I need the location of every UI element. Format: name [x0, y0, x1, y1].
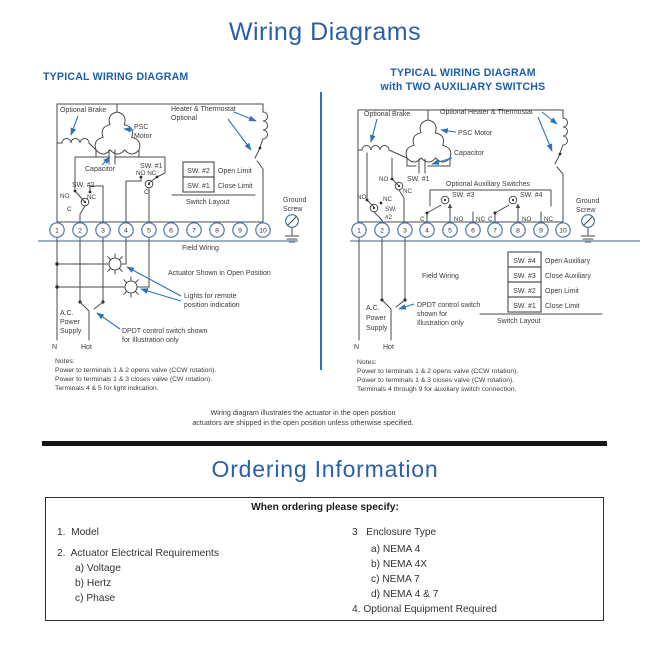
svg-text:Optional Brake: Optional Brake	[364, 111, 411, 118]
svg-text:NC: NC	[476, 216, 486, 223]
terminal	[398, 223, 412, 237]
terminal-strip	[352, 223, 570, 237]
terminal	[466, 223, 480, 237]
left-diagram-heading: TYPICAL WIRING DIAGRAM	[43, 71, 189, 83]
svg-text:9: 9	[539, 227, 543, 235]
svg-text:Notes:: Notes:	[357, 359, 377, 366]
terminal	[534, 223, 548, 237]
svg-text:DPDT control switch shown: DPDT control switch shown	[122, 328, 208, 335]
svg-text:6: 6	[471, 227, 475, 235]
svg-text:Open Auxiliary: Open Auxiliary	[545, 257, 591, 265]
svg-text:Switch Layout: Switch Layout	[497, 318, 541, 325]
svg-text:Hot: Hot	[383, 344, 394, 351]
svg-text:SW. #3: SW. #3	[452, 192, 475, 199]
ordering-subitem-phase: c) Phase	[75, 593, 116, 604]
indicator-lamp	[108, 254, 123, 274]
svg-text:NC: NC	[544, 216, 554, 223]
svg-text:2: 2	[380, 227, 384, 235]
notes-block	[357, 359, 518, 393]
svg-text:5: 5	[448, 227, 452, 235]
dpdt-switch-symbol	[78, 300, 104, 340]
svg-text:8: 8	[215, 227, 219, 235]
svg-text:Power to terminals 1 & 2 opens: Power to terminals 1 & 2 opens valve (CCW rotation).	[357, 368, 519, 375]
svg-text:Hot: Hot	[81, 344, 92, 351]
psc-motor-symbol	[406, 110, 451, 162]
svg-text:NO NC: NO NC	[136, 170, 157, 177]
svg-text:Optional Brake: Optional Brake	[60, 107, 107, 114]
svg-text:10: 10	[559, 227, 567, 235]
capacitor-symbol	[75, 150, 165, 164]
svg-text:Power: Power	[366, 315, 386, 322]
ordering-subitem-nema7: c) NEMA 7	[371, 574, 420, 585]
terminal	[443, 223, 457, 237]
svg-text:Lights for remote: Lights for remote	[184, 293, 237, 300]
svg-text:SW. #2: SW. #2	[513, 287, 536, 295]
svg-text:Ground: Ground	[576, 198, 600, 205]
terminal-strip	[50, 223, 270, 237]
terminal	[142, 223, 156, 237]
svg-text:Ground: Ground	[283, 197, 307, 204]
ordering-section-title: Ordering Information	[211, 456, 439, 482]
svg-text:SW. #2: SW. #2	[187, 167, 210, 175]
svg-text:SW. #1: SW. #1	[140, 163, 163, 170]
ordering-item-enclosure: 3 Enclosure Type	[352, 527, 437, 538]
ordering-subitem-voltage: a) Voltage	[75, 563, 121, 574]
svg-text:SW.: SW.	[385, 206, 397, 213]
svg-text:Terminals 4 through 9 for auxi: Terminals 4 through 9 for auxiliary switch connection.	[357, 386, 517, 393]
svg-text:Power to terminals 1 & 2 opens: Power to terminals 1 & 2 opens valve (CCW rotation).	[55, 367, 217, 374]
column-divider	[320, 92, 322, 370]
right-wiring-diagram	[340, 55, 650, 405]
svg-text:SW. #4: SW. #4	[520, 192, 543, 199]
svg-text:Optional Auxiliary Switches: Optional Auxiliary Switches	[446, 181, 531, 188]
lower-labels	[52, 270, 271, 351]
svg-text:N: N	[354, 344, 360, 351]
svg-text:Power to terminals 1 & 3 close: Power to terminals 1 & 3 closes valve (CW rotation).	[55, 376, 213, 383]
svg-text:SW. #1: SW. #1	[187, 182, 210, 190]
svg-text:NO: NO	[522, 216, 532, 223]
svg-text:Motor: Motor	[134, 133, 152, 140]
ordering-item-optional-equipment: 4. Optional Equipment Required	[352, 604, 497, 615]
svg-text:Close Limit: Close Limit	[545, 302, 580, 310]
svg-text:1: 1	[55, 227, 59, 235]
ordering-box	[45, 497, 604, 621]
terminal	[96, 223, 110, 237]
svg-text:SW. #4: SW. #4	[513, 257, 536, 265]
svg-text:7: 7	[192, 227, 196, 235]
svg-text:SW. #3: SW. #3	[513, 272, 536, 280]
terminal	[420, 223, 434, 237]
ordering-subitem-nema4x: b) NEMA 4X	[371, 559, 428, 570]
svg-text:A.C.: A.C.	[60, 310, 74, 317]
ordering-item-model: 1. Model	[57, 527, 99, 538]
svg-text:3: 3	[403, 227, 407, 235]
svg-text:for Illustration only: for Illustration only	[122, 337, 179, 344]
svg-text:NC: NC	[87, 194, 97, 201]
field-wiring-label: Field Wiring	[422, 273, 459, 280]
svg-text:Supply: Supply	[60, 328, 82, 335]
svg-text:SW. #2: SW. #2	[72, 182, 95, 189]
svg-text:Screw: Screw	[576, 207, 596, 214]
ordering-subitem-hertz: b) Hertz	[75, 578, 112, 589]
svg-text:5: 5	[147, 227, 151, 235]
svg-text:#2: #2	[385, 214, 393, 221]
svg-text:NO: NO	[379, 176, 389, 183]
svg-text:10: 10	[259, 227, 267, 235]
svg-text:4: 4	[124, 227, 128, 235]
ordering-subitem-nema47: d) NEMA 4 & 7	[371, 589, 439, 600]
svg-text:Open Limit: Open Limit	[218, 167, 252, 175]
brake-coil-symbol	[358, 146, 407, 159]
svg-text:Terminals 4 & 5 for light indi: Terminals 4 & 5 for light indication.	[55, 385, 159, 392]
terminal	[119, 223, 133, 237]
section-divider-rule	[42, 441, 607, 446]
shipping-disclaimer	[0, 408, 606, 427]
left-wiring-diagram	[30, 55, 335, 405]
ordering-subitem-nema4: a) NEMA 4	[371, 544, 421, 555]
svg-text:PSC Motor: PSC Motor	[458, 130, 493, 137]
svg-text:shown for: shown for	[417, 311, 448, 318]
svg-text:C: C	[144, 189, 149, 196]
disclaimer-line-1: Wiring diagram illustrates the actuator in the open position	[210, 408, 396, 417]
svg-text:Power: Power	[60, 319, 80, 326]
svg-text:C: C	[67, 206, 72, 213]
svg-text:Switch Layout: Switch Layout	[186, 199, 230, 206]
switch-layout-legend	[480, 252, 602, 325]
svg-text:C: C	[420, 216, 425, 223]
svg-text:Open Limit: Open Limit	[545, 287, 579, 295]
svg-text:Optional: Optional	[171, 115, 198, 122]
right-diagram-heading-1: TYPICAL WIRING DIAGRAM	[390, 67, 536, 79]
terminal	[73, 223, 87, 237]
ground-screw-symbol	[283, 197, 306, 242]
svg-text:Notes:: Notes:	[55, 358, 75, 365]
svg-text:NC: NC	[383, 196, 393, 203]
svg-text:SW. #1: SW. #1	[513, 302, 536, 310]
ground-screw-symbol	[576, 198, 599, 242]
brake-coil-symbol	[57, 139, 96, 151]
svg-text:NO: NO	[454, 216, 464, 223]
svg-text:7: 7	[493, 227, 497, 235]
svg-text:Capacitor: Capacitor	[454, 150, 484, 157]
svg-text:NO: NO	[60, 193, 70, 200]
svg-text:C: C	[488, 216, 493, 223]
svg-text:DPDT control switch: DPDT control switch	[417, 302, 481, 309]
lower-arrows	[399, 304, 414, 309]
svg-text:Screw: Screw	[283, 206, 303, 213]
svg-text:Capacitor: Capacitor	[85, 166, 115, 173]
svg-text:NO: NO	[357, 194, 367, 201]
svg-text:A.C.: A.C.	[366, 305, 380, 312]
terminal	[375, 223, 389, 237]
svg-text:position indication: position indication	[184, 302, 240, 309]
lower-labels	[354, 302, 480, 351]
terminal	[210, 223, 224, 237]
svg-text:SW. #1: SW. #1	[407, 176, 430, 183]
svg-text:8: 8	[516, 227, 520, 235]
terminal	[556, 223, 570, 237]
svg-text:Illustration only: Illustration only	[417, 320, 464, 327]
ordering-item-electrical: 2. Actuator Electrical Requirements	[57, 548, 219, 559]
svg-text:Optional Heater & Thermostat: Optional Heater & Thermostat	[440, 109, 533, 116]
notes-block	[55, 358, 216, 392]
terminal	[511, 223, 525, 237]
terminal	[256, 223, 270, 237]
svg-text:6: 6	[169, 227, 173, 235]
disclaimer-line-2: actuators are shipped in the open position unless otherwise specified.	[192, 417, 414, 427]
svg-text:NC: NC	[403, 188, 413, 195]
auxiliary-switches-group	[420, 181, 554, 223]
svg-text:N: N	[52, 344, 58, 351]
svg-text:Heater & Thermostat: Heater & Thermostat	[171, 106, 236, 113]
svg-text:4: 4	[425, 227, 429, 235]
svg-text:2: 2	[78, 227, 82, 235]
svg-text:PSC: PSC	[134, 124, 149, 131]
svg-text:3: 3	[101, 227, 105, 235]
indicator-lamp	[124, 277, 139, 297]
svg-text:Close Auxiliary: Close Auxiliary	[545, 272, 591, 280]
terminal	[352, 223, 366, 237]
svg-text:Supply: Supply	[366, 325, 388, 332]
right-diagram-heading-2: with TWO AUXILIARY SWITCHS	[380, 81, 546, 93]
component-labels	[60, 106, 236, 213]
page-title: Wiring Diagrams	[228, 18, 422, 46]
limit-switch-2	[366, 153, 383, 222]
terminal	[50, 223, 64, 237]
terminal	[488, 223, 502, 237]
terminal	[164, 223, 178, 237]
terminal	[187, 223, 201, 237]
terminal	[233, 223, 247, 237]
svg-text:Close Limit: Close Limit	[218, 182, 253, 190]
ordering-box-heading: When ordering please specify:	[251, 502, 399, 513]
svg-text:1: 1	[357, 227, 361, 235]
switch-layout-legend	[172, 162, 255, 206]
svg-text:9: 9	[238, 227, 242, 235]
field-wiring-label: Field Wiring	[182, 245, 219, 252]
svg-text:Power to terminals 1 & 3 close: Power to terminals 1 & 3 closes valve (CW rotation).	[357, 377, 515, 384]
svg-text:Actuator Shown in Open Positio: Actuator Shown in Open Position	[168, 270, 271, 277]
